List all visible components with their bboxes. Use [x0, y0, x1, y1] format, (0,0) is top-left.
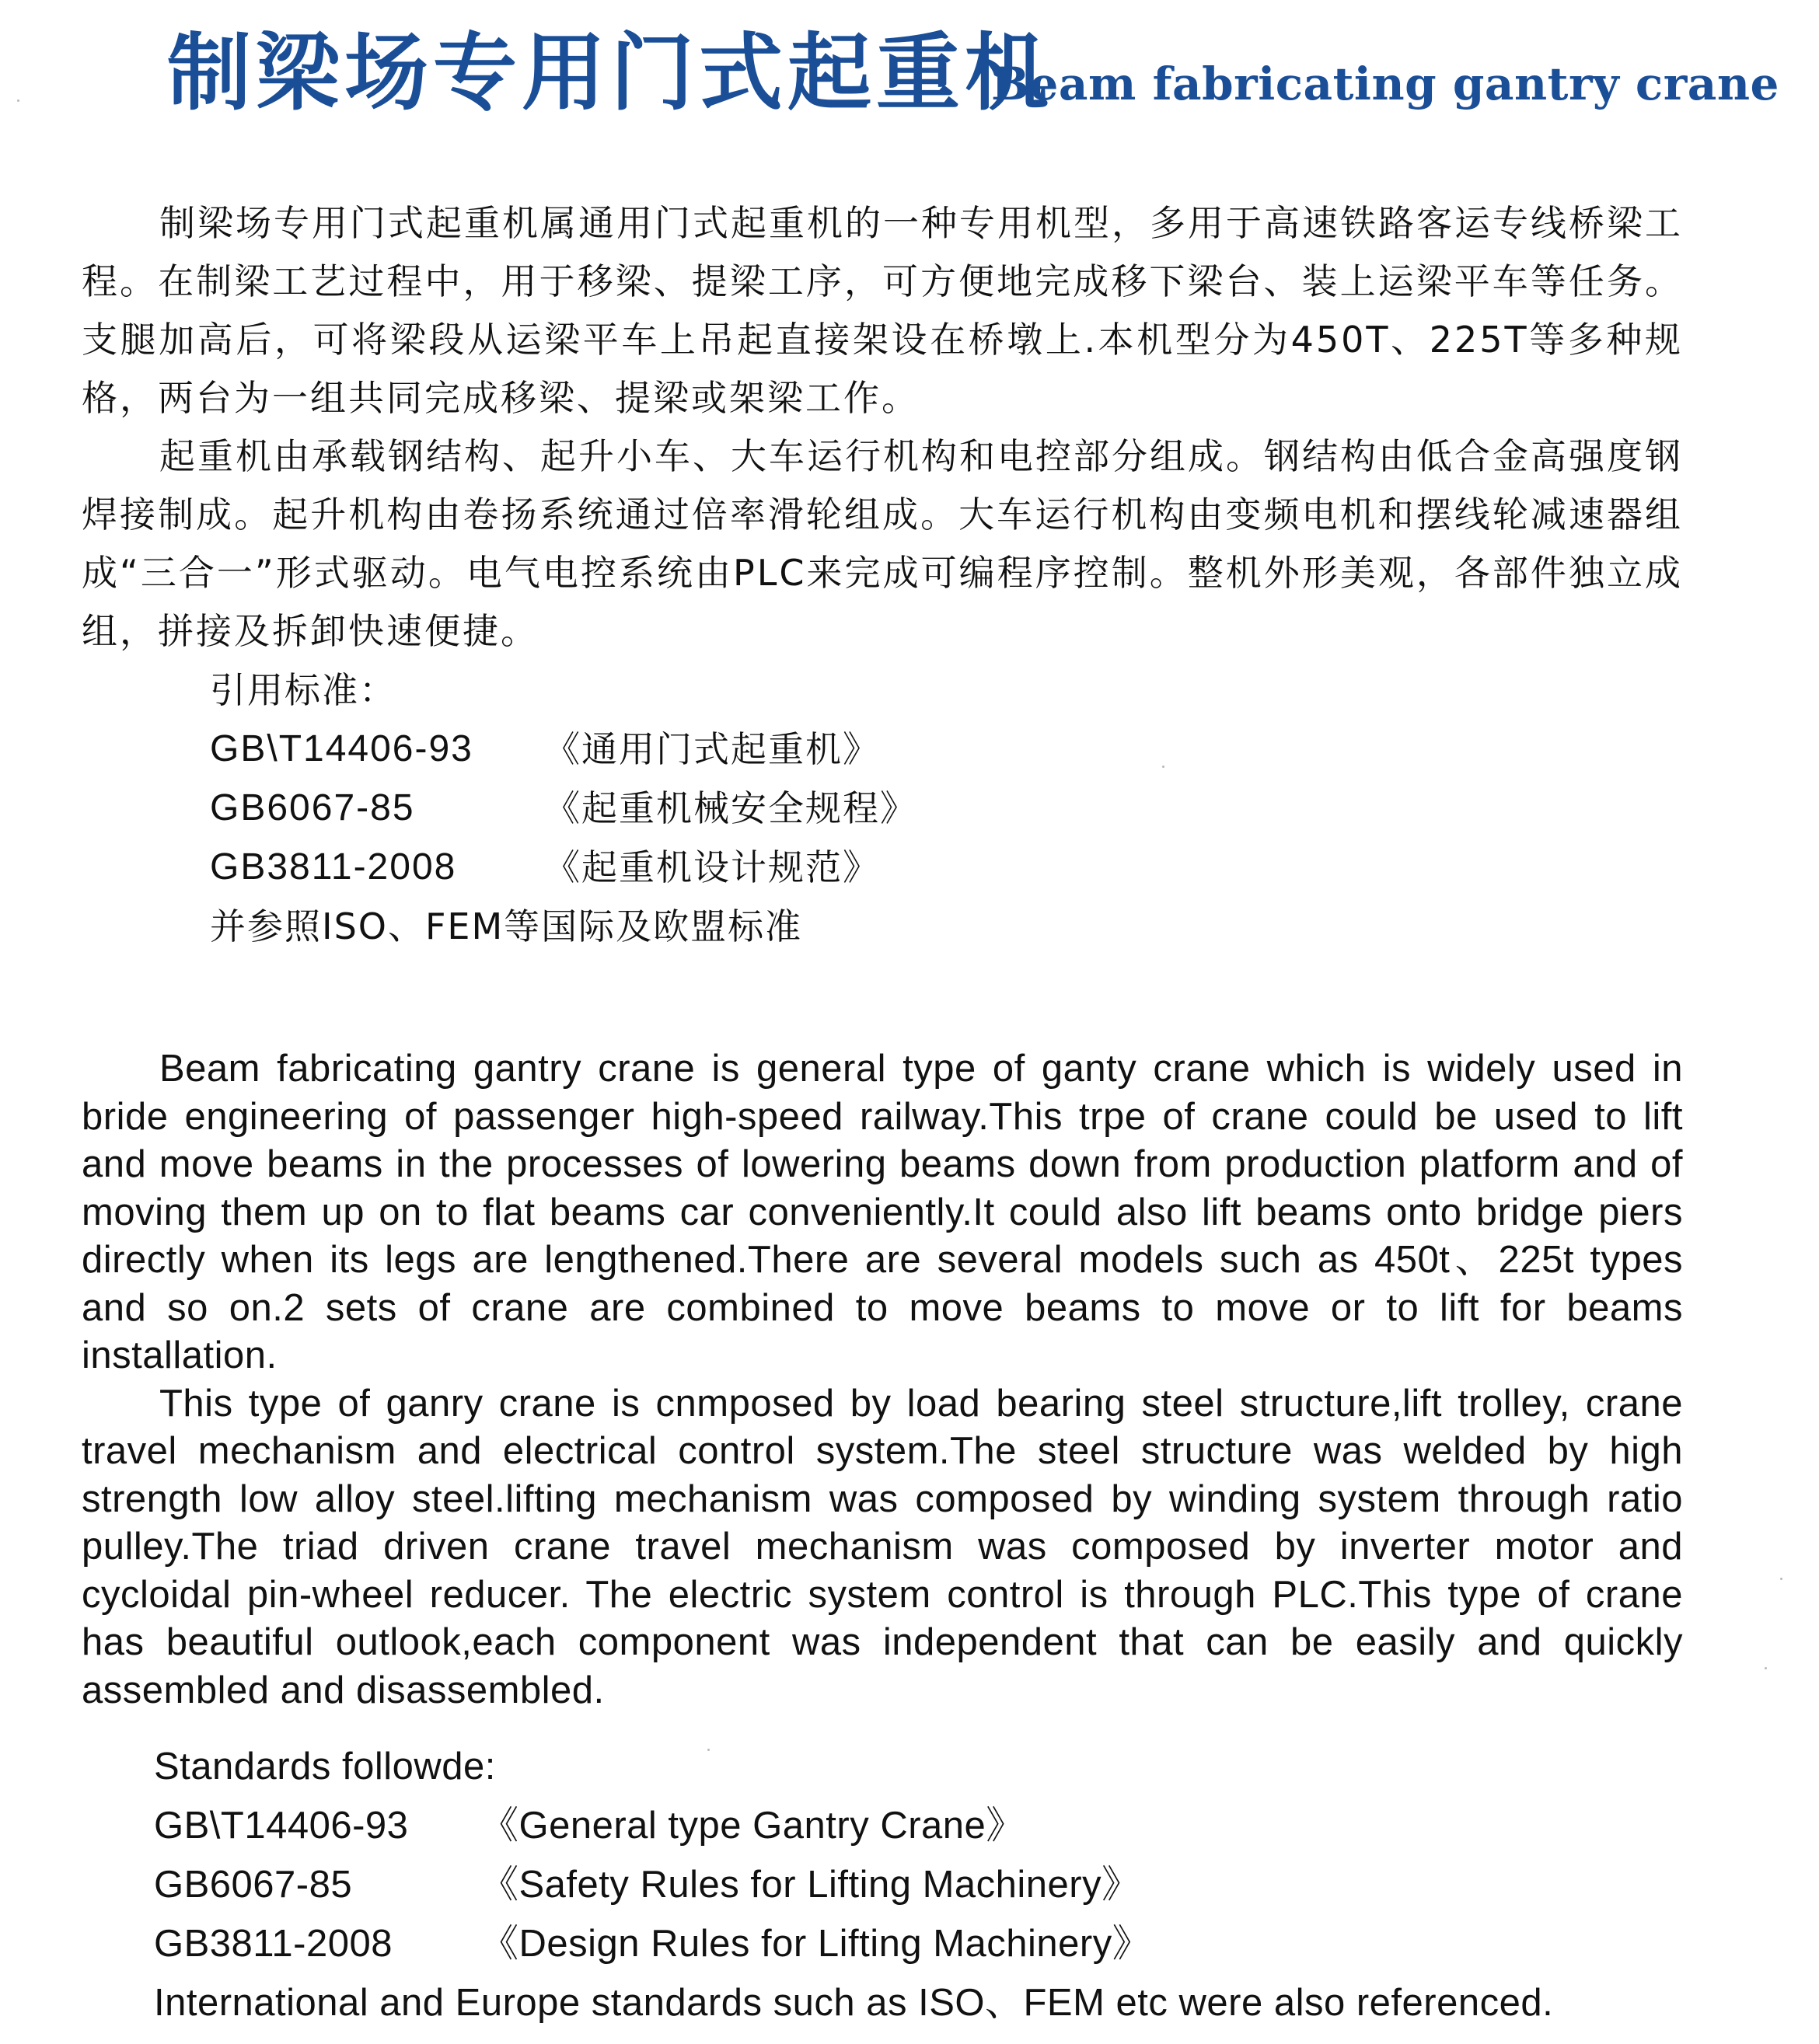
english-paragraph-1: Beam fabricating gantry crane is general type of ganty crane which is widely used in bride engineering of passenger high-speed railway.This trpe of crane could be used to lift and move beams in the processes of lowering beams down from production platform and of moving them up on to flat beams car conveniently.It could also lift beams onto bridge piers directly when its legs are lengthened.There are several models such as 450t、225t types and so on.2 sets of crane are combined to move beams to move or to lift for beams installation. [82, 1048, 1683, 1376]
chinese-standards-header: 引用标准： [210, 669, 396, 711]
chinese-standards [210, 661, 917, 956]
standard-code: GB\T14406-93 [154, 1805, 409, 1847]
scan-speck [707, 1749, 710, 1751]
english-standard-row [154, 1796, 1553, 1855]
standard-code: GB3811-2008 [154, 1923, 393, 1965]
english-description [82, 1045, 1683, 1714]
standard-code: GB3811-2008 [210, 846, 457, 888]
chinese-standard-row [210, 838, 917, 897]
standard-code: GB6067-85 [210, 787, 415, 828]
chinese-paragraph-2: 起重机由承载钢结构、起升小车、大车运行机构和电控部分组成。钢结构由低合金高强度钢焊接制成。起升机构由卷扬系统通过倍率滑轮组成。大车运行机构由变频电机和摆线轮减速器组成“三合一”形式驱动。电气电控系统由PLC来完成可编程序控制。整机外形美观，各部件独立成组，拼接及拆卸快速便捷。 [82, 435, 1683, 652]
standard-title: 《Design Rules for Lifting Machinery》 [480, 1923, 1151, 1965]
english-standard-row [154, 1855, 1553, 1914]
scan-speck [17, 99, 19, 102]
chinese-standards-note: 并参照ISO、FEM等国际及欧盟标准 [210, 905, 803, 947]
english-standard-row [154, 1914, 1553, 1973]
standard-title: 《起重机设计规范》 [544, 846, 880, 888]
title-english: Beam fabricating gantry crane [991, 58, 1779, 110]
chinese-paragraph-1: 制梁场专用门式起重机属通用门式起重机的一种专用机型，多用于高速铁路客运专线桥梁工程。在制梁工艺过程中，用于移梁、提梁工序，可方便地完成移下梁台、装上运梁平车等任务。支腿加高后，可将梁段从运梁平车上吊起直接架设在桥墩上.本机型分为450T、225T等多种规格，两台为一组共同完成移梁、提梁或架梁工作。 [82, 202, 1683, 419]
english-paragraph-2: This type of ganry crane is cnmposed by load bearing steel structure,lift trolley, crane travel mechanism and electrical control system.The steel structure was welded by high strength low alloy steel.lifting mechanism was composed by winding system through ratio pulley.The triad driven crane travel mechanism was composed by inverter motor and cycloidal pin-wheel reducer. The electric system control is through PLC.This type of crane has beautiful outlook,each component was independent that can be easily and quickly assembled and disassembled. [82, 1382, 1683, 1711]
english-standards-header: Standards followde: [154, 1746, 496, 1788]
scan-speck [1162, 766, 1164, 768]
chinese-description [82, 194, 1683, 661]
standard-code: GB\T14406-93 [210, 728, 473, 769]
standard-title: 《Safety Rules for Lifting Machinery》 [480, 1864, 1140, 1906]
english-standards [154, 1737, 1553, 2032]
standard-title: 《General type Gantry Crane》 [480, 1805, 1025, 1847]
english-standards-note: International and Europe standards such as ISO、FEM etc were also referenced. [154, 1982, 1554, 2024]
chinese-standard-row [210, 779, 917, 838]
title-chinese: 制梁场专用门式起重机 [167, 25, 1054, 122]
scan-speck [1780, 1578, 1782, 1580]
standard-title: 《起重机械安全规程》 [544, 787, 917, 829]
standard-code: GB6067-85 [154, 1864, 353, 1906]
standard-title: 《通用门式起重机》 [544, 728, 880, 770]
scan-speck [1765, 1667, 1767, 1669]
chinese-standard-row [210, 720, 917, 779]
